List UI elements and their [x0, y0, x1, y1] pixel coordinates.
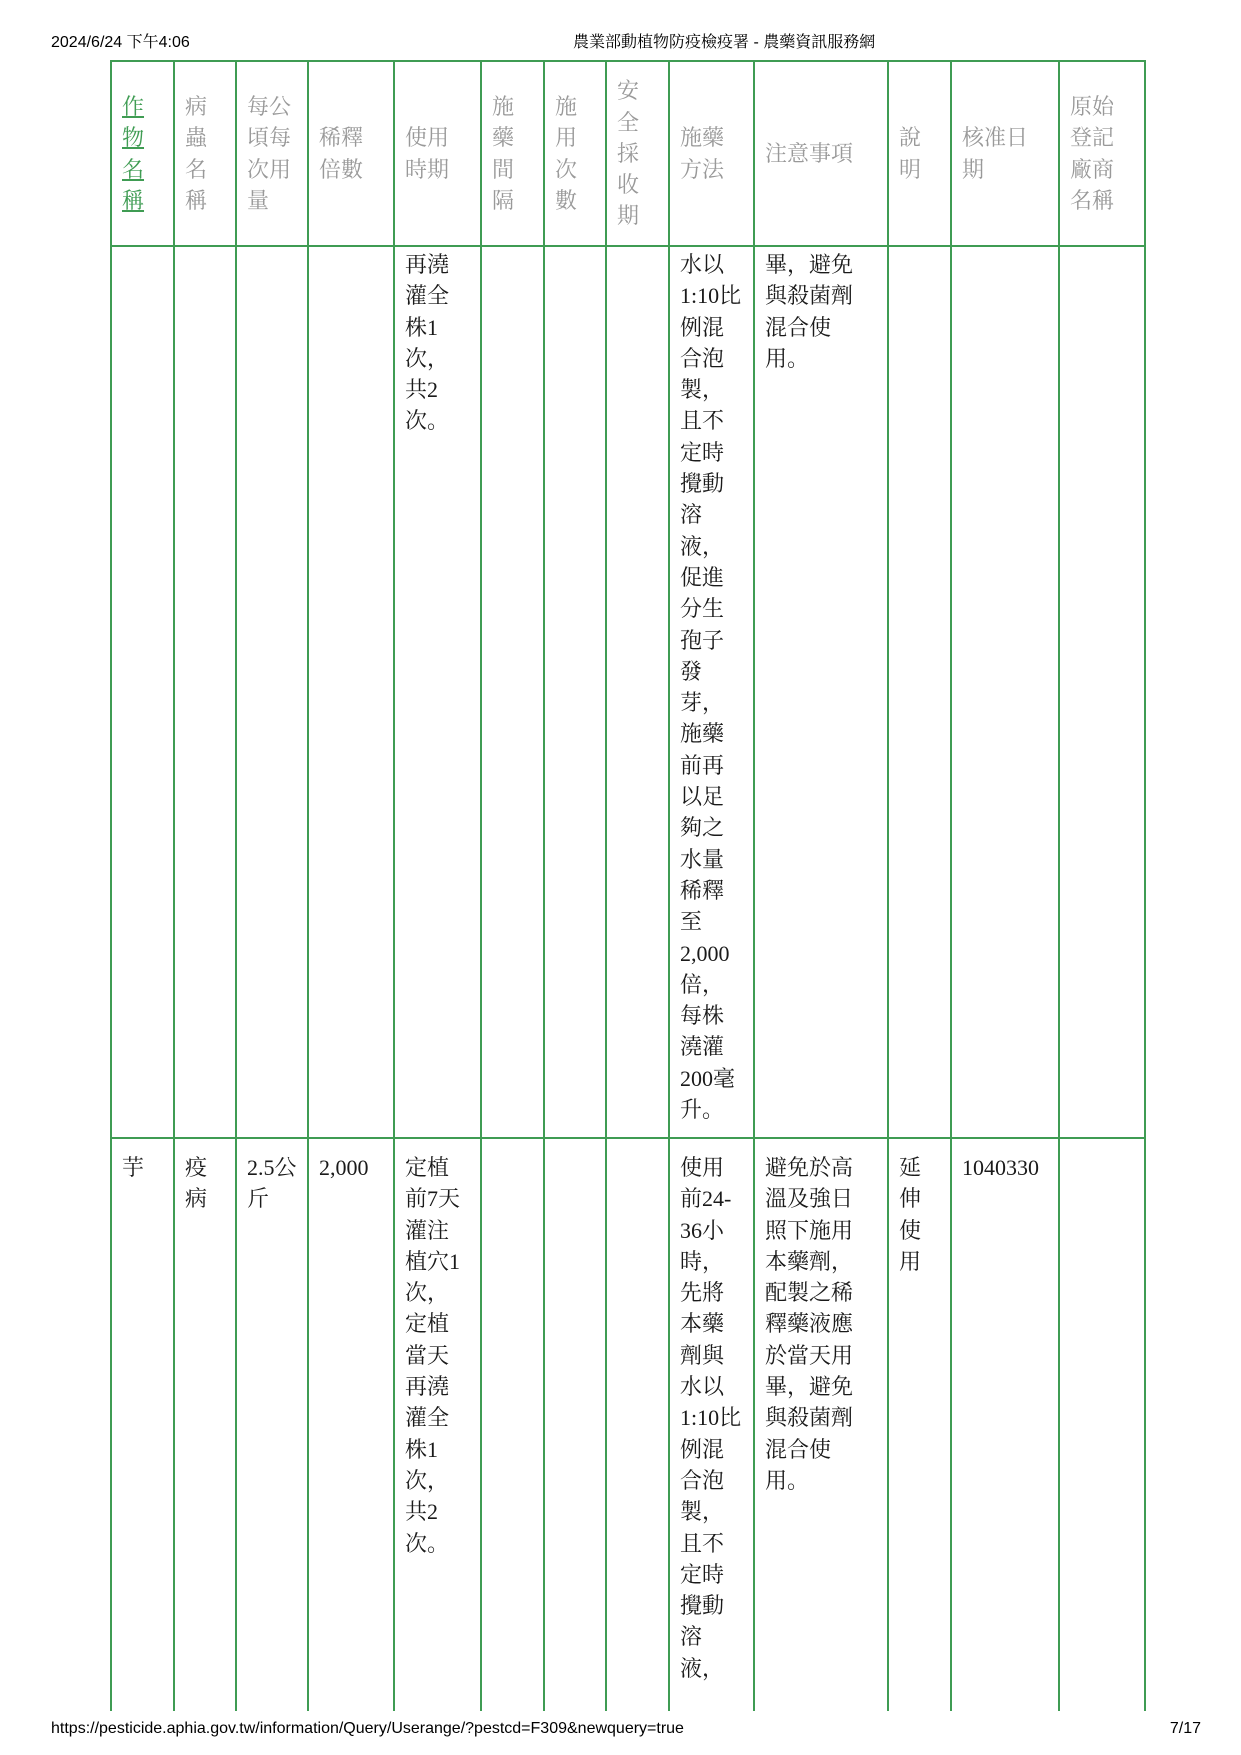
cell-dosage-per-hectare — [236, 246, 308, 1138]
table-header-row — [111, 61, 1145, 246]
column-header-original-registrant: 原始 登記 廠商 名稱 — [1059, 61, 1145, 246]
cell-preharvest-interval — [606, 246, 669, 1138]
column-header-note: 說 明 — [888, 61, 951, 246]
cell-original-registrant — [1059, 1138, 1145, 1711]
cell-application-count — [544, 1138, 606, 1711]
print-page-title: 農業部動植物防疫檢疫署 - 農藥資訊服務網 — [573, 34, 876, 51]
cell-approval-date — [951, 246, 1059, 1138]
cell-application-count — [544, 246, 606, 1138]
print-datetime: 2024/6/24 下午4:06 — [51, 34, 190, 51]
column-header-dilution: 稀釋 倍數 — [308, 61, 394, 246]
cell-application-method: 水以 1:10比 例混 合泡 製， 且不 定時 攪動 溶 液， 促進 分生 孢子 發 芽， 施藥 前再 以足 夠之 水量 稀釋 至 2,000 倍， 每株 澆灌 200毫 升。 — [669, 246, 754, 1138]
cell-precautions: 畢，避免 與殺菌劑 混合使 用。 — [754, 246, 888, 1138]
cell-application-interval — [481, 1138, 544, 1711]
column-header-pest: 病 蟲 名 稱 — [174, 61, 236, 246]
cell-preharvest-interval — [606, 1138, 669, 1711]
cell-application-method: 使用 前24- 36小 時， 先將 本藥 劑與 水以 1:10比 例混 合泡 製， 且不 定時 攪動 溶 液， — [669, 1138, 754, 1711]
table-row — [111, 246, 1145, 1138]
crop-name-sort-link[interactable]: 作 物 名 稱 — [122, 93, 145, 213]
column-header-application-count: 施 用 次 數 — [544, 61, 606, 246]
column-header-crop — [111, 61, 174, 246]
cell-dosage-per-hectare: 2.5公 斤 — [236, 1138, 308, 1711]
column-header-preharvest-interval: 安 全 採 收 期 — [606, 61, 669, 246]
print-page-url: https://pesticide.aphia.gov.tw/information/Query/Userange/?pestcd=F309&newquery=true — [51, 1720, 684, 1737]
cell-precautions: 避免於高 溫及強日 照下施用 本藥劑， 配製之稀 釋藥液應 於當天用 畢，避免 與殺菌劑 混合使 用。 — [754, 1138, 888, 1711]
cell-crop — [111, 246, 174, 1138]
cell-note: 延 伸 使 用 — [888, 1138, 951, 1711]
cell-application-timing: 定植 前7天 灌注 植穴1 次， 定植 當天 再澆 灌全 株1 次， 共2 次。 — [394, 1138, 481, 1711]
column-header-precautions: 注意事項 — [754, 61, 888, 246]
cell-application-interval — [481, 246, 544, 1138]
pesticide-usage-table — [110, 60, 1146, 1711]
column-header-application-interval: 施 藥 間 隔 — [481, 61, 544, 246]
cell-application-timing: 再澆 灌全 株1 次， 共2 次。 — [394, 246, 481, 1138]
print-page-number: 7/17 — [1169, 1720, 1201, 1737]
cell-pest: 疫 病 — [174, 1138, 236, 1711]
cell-pest — [174, 246, 236, 1138]
cell-crop: 芋 — [111, 1138, 174, 1711]
column-header-approval-date: 核准日 期 — [951, 61, 1059, 246]
cell-approval-date: 1040330 — [951, 1138, 1059, 1711]
column-header-application-method: 施藥 方法 — [669, 61, 754, 246]
cell-dilution: 2,000 — [308, 1138, 394, 1711]
table-row — [111, 1138, 1145, 1711]
column-header-application-timing: 使用 時期 — [394, 61, 481, 246]
cell-dilution — [308, 246, 394, 1138]
column-header-dosage-per-hectare: 每公 頃每 次用 量 — [236, 61, 308, 246]
cell-original-registrant — [1059, 246, 1145, 1138]
usage-table-container — [100, 50, 1160, 1711]
cell-note — [888, 246, 951, 1138]
